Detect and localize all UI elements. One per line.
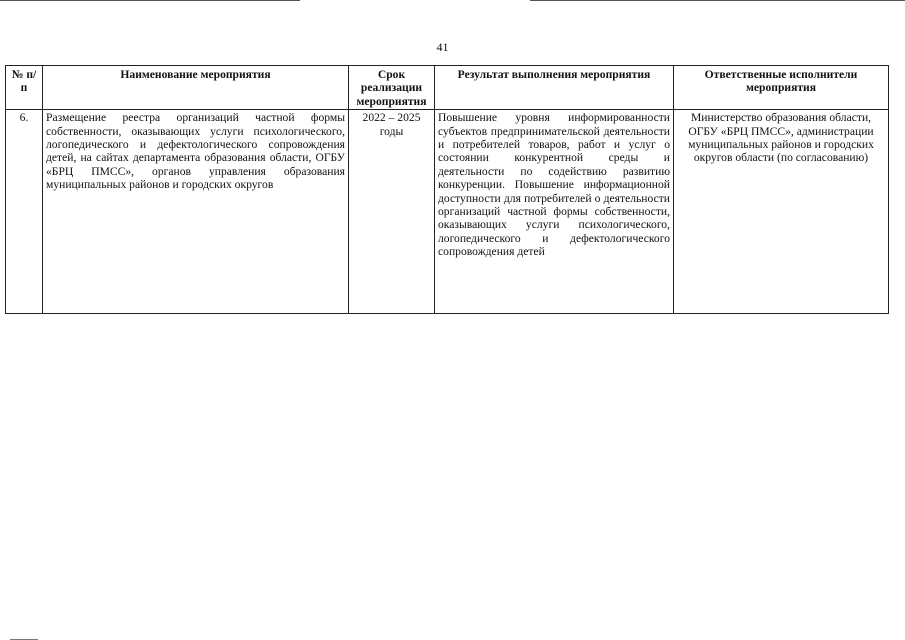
header-number: № п/п [6,66,43,110]
header-result: Результат выполнения мероприятия [435,66,674,110]
measure-result: Повышение уровня информированности субъектов предпринимательской деятельности и потребителей товаров, работ и услуг о состоянии конкурентной среды и деятельности по содействию развитию конкуренции. Повышение информационной доступности для потребителей о деятельности организаций частной формы собственности, оказывающих услуги психологического, логопедического и дефектологического сопровождения детей [435,110,674,314]
measure-name: Размещение реестра организаций частной формы собственности, оказывающих услуги психологического, логопедического и дефектологического сопровождения детей, на сайтах департамента образования области, ОГБУ «БРЦ ПМСС», органов управления образования муниципальных районов и городских округов [43,110,349,314]
measure-responsible: Министерство образования области, ОГБУ «БРЦ ПМСС», администрации муниципальных районов и городских округов области (по согласованию) [674,110,889,314]
header-measure-name: Наименование мероприятия [43,66,349,110]
scan-top-edge-line [0,0,300,1]
table-header-row [6,66,889,110]
measures-table [5,65,889,314]
header-term: Срок реализации мероприятия [349,66,435,110]
measure-term: 2022 – 2025 годы [349,110,435,314]
table-row [6,110,889,314]
header-responsible: Ответственные исполнители мероприятия [674,66,889,110]
page-number: 41 [436,40,449,54]
row-number: 6. [6,110,43,314]
scan-top-edge-line-right [530,0,905,1]
